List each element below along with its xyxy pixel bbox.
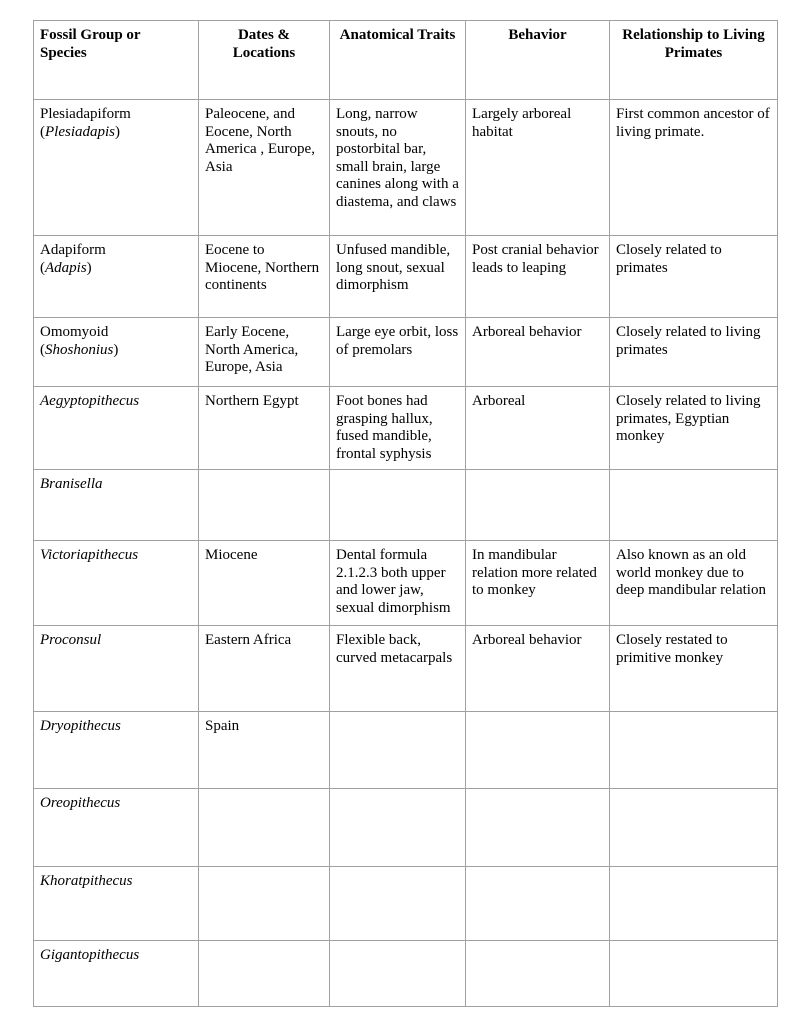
species-cell: Proconsul [34, 626, 199, 712]
dates-cell: Paleocene, and Eocene, North America , Europe, Asia [199, 100, 330, 236]
header-behavior: Behavior [466, 21, 610, 100]
species-cell: Omomyoid (Shoshonius) [34, 318, 199, 387]
relationship-cell: Also known as an old world monkey due to deep mandibular relation [610, 541, 778, 626]
group-name: Omomyoid [40, 324, 109, 340]
species-cell: Oreopithecus [34, 789, 199, 867]
relationship-cell [610, 941, 778, 1007]
traits-cell [330, 712, 466, 789]
traits-cell [330, 941, 466, 1007]
header-dates-line2: Locations [232, 44, 296, 61]
table-row [34, 941, 778, 1007]
table-row [34, 712, 778, 789]
relationship-cell: Closely related to primates [610, 236, 778, 318]
relationship-cell: Closely restated to primitive monkey [610, 626, 778, 712]
table-row [34, 100, 778, 236]
traits-cell: Unfused mandible, long snout, sexual dimorphism [330, 236, 466, 318]
species-cell: Branisella [34, 470, 199, 541]
dates-cell: Eocene to Miocene, Northern continents [199, 236, 330, 318]
traits-cell: Long, narrow snouts, no postorbital bar, small brain, large canines along with a diastema, and claws [330, 100, 466, 236]
dates-cell [199, 867, 330, 941]
relationship-cell [610, 789, 778, 867]
species-cell: Gigantopithecus [34, 941, 199, 1007]
relationship-cell [610, 712, 778, 789]
header-row [34, 21, 778, 100]
table-row [34, 470, 778, 541]
traits-cell: Flexible back, curved metacarpals [330, 626, 466, 712]
behavior-cell [466, 712, 610, 789]
group-name: Plesiadapiform [40, 106, 131, 122]
relationship-cell: First common ancestor of living primate. [610, 100, 778, 236]
behavior-cell: In mandibular relation more related to monkey [466, 541, 610, 626]
species-cell: Adapiform (Adapis) [34, 236, 199, 318]
dates-cell: Spain [199, 712, 330, 789]
table-row [34, 236, 778, 318]
header-dates-locations [199, 21, 330, 100]
dates-cell: Miocene [199, 541, 330, 626]
behavior-cell [466, 941, 610, 1007]
fossil-primate-table [33, 20, 778, 1007]
group-name: Adapiform [40, 242, 106, 258]
behavior-cell: Post cranial behavior leads to leaping [466, 236, 610, 318]
header-fossil-group [34, 21, 199, 100]
table-row [34, 541, 778, 626]
behavior-cell [466, 867, 610, 941]
dates-cell [199, 470, 330, 541]
genus-name: Adapis [45, 259, 87, 276]
relationship-cell [610, 470, 778, 541]
species-cell: Victoriapithecus [34, 541, 199, 626]
header-fossil-group-line2: Species [40, 44, 87, 61]
header-relationship [610, 21, 778, 100]
traits-cell [330, 789, 466, 867]
behavior-cell: Arboreal [466, 387, 610, 470]
dates-cell [199, 941, 330, 1007]
dates-cell [199, 789, 330, 867]
table-row [34, 867, 778, 941]
relationship-cell: Closely related to living primates, Egyptian monkey [610, 387, 778, 470]
dates-cell: Early Eocene, North America, Europe, Asia [199, 318, 330, 387]
header-relationship-line1: Relationship to Living [622, 27, 765, 43]
traits-cell: Foot bones had grasping hallux, fused mandible, frontal syphysis [330, 387, 466, 470]
genus-name: Shoshonius [45, 341, 114, 358]
behavior-cell: Arboreal behavior [466, 626, 610, 712]
table-row [34, 387, 778, 470]
traits-cell [330, 470, 466, 541]
species-cell: Aegyptopithecus [34, 387, 199, 470]
table-row [34, 626, 778, 712]
relationship-cell: Closely related to living primates [610, 318, 778, 387]
behavior-cell: Arboreal behavior [466, 318, 610, 387]
header-relationship-line2: Primates [664, 44, 723, 61]
header-fossil-group-line1: Fossil Group or [40, 27, 141, 43]
traits-cell [330, 867, 466, 941]
species-cell: Plesiadapiform (Plesiadapis) [34, 100, 199, 236]
species-cell: Dryopithecus [34, 712, 199, 789]
traits-cell: Large eye orbit, loss of premolars [330, 318, 466, 387]
dates-cell: Northern Egypt [199, 387, 330, 470]
header-anatomical-traits: Anatomical Traits [330, 21, 466, 100]
behavior-cell: Largely arboreal habitat [466, 100, 610, 236]
dates-cell: Eastern Africa [199, 626, 330, 712]
genus-name: Plesiadapis [45, 123, 115, 140]
header-dates-line1: Dates & [237, 27, 291, 43]
behavior-cell [466, 470, 610, 541]
table-row [34, 789, 778, 867]
relationship-cell [610, 867, 778, 941]
behavior-cell [466, 789, 610, 867]
species-cell: Khoratpithecus [34, 867, 199, 941]
table-row [34, 318, 778, 387]
traits-cell: Dental formula 2.1.2.3 both upper and lower jaw, sexual dimorphism [330, 541, 466, 626]
